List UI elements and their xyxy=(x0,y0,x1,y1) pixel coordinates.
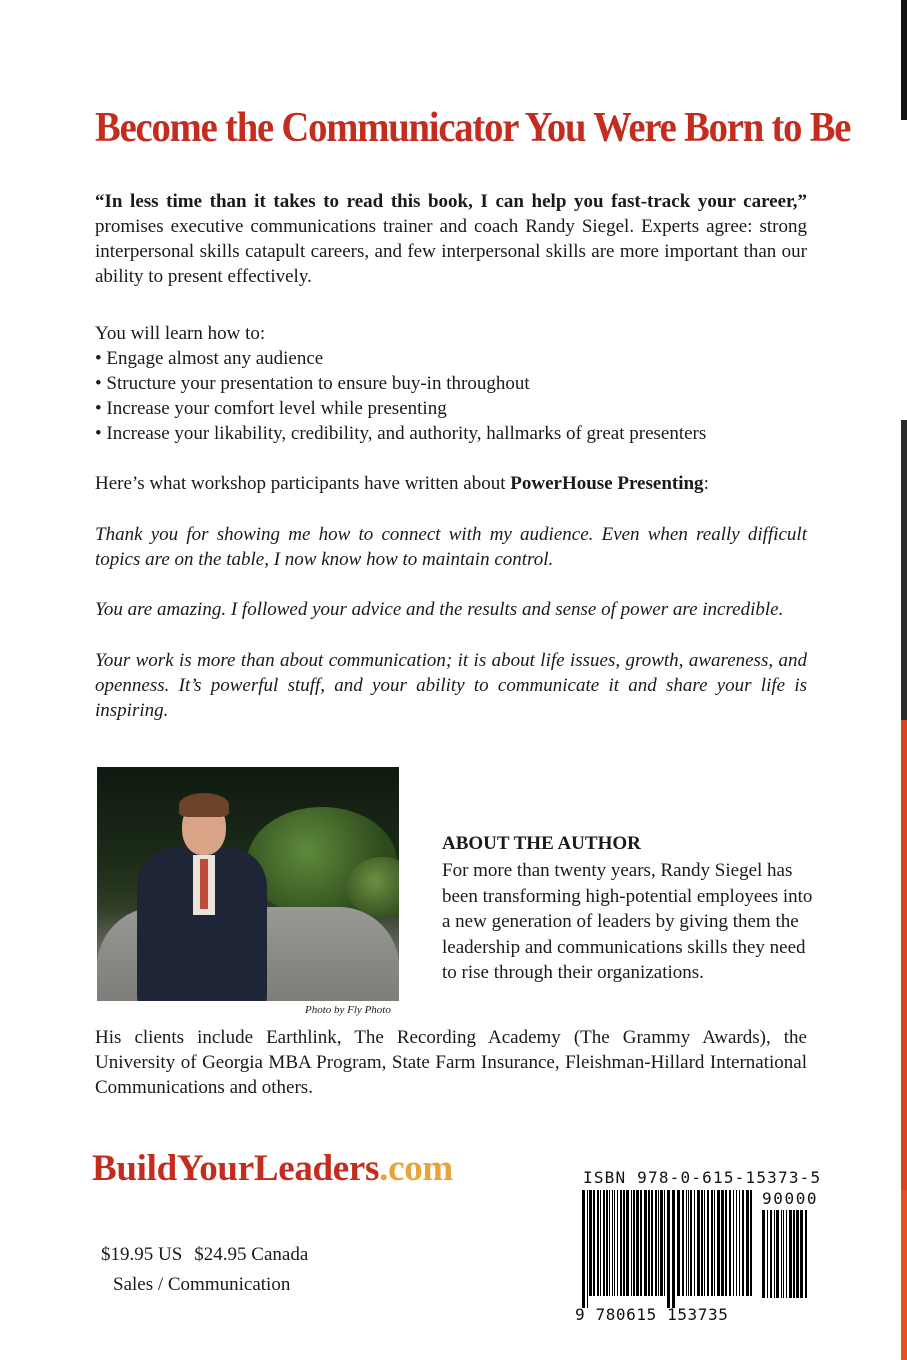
barcode-bar xyxy=(688,1190,689,1296)
barcode-bar xyxy=(805,1210,807,1298)
isbn-barcode xyxy=(582,1190,752,1308)
barcode-bar xyxy=(623,1190,625,1296)
barcode-bar xyxy=(762,1210,765,1298)
lead-paragraph xyxy=(95,189,807,289)
about-author-heading: ABOUT THE AUTHOR xyxy=(442,833,641,854)
barcode-bar xyxy=(729,1190,731,1296)
website-url xyxy=(92,1147,453,1190)
cover-edge-lower xyxy=(901,720,907,1190)
barcode-bar xyxy=(660,1190,663,1296)
learn-item: • Engage almost any audience xyxy=(95,346,807,371)
barcode-bar xyxy=(620,1190,622,1296)
barcode-bar xyxy=(626,1190,629,1296)
barcode-bar xyxy=(767,1210,768,1298)
barcode-bar xyxy=(597,1190,599,1296)
barcode-bar xyxy=(617,1190,618,1296)
barcode-bar xyxy=(711,1190,713,1296)
barcode-bar xyxy=(658,1190,659,1296)
barcode-bar xyxy=(701,1190,703,1296)
price-canada: $24.95 Canada xyxy=(194,1244,309,1265)
learn-section xyxy=(95,321,807,446)
barcode-bar xyxy=(750,1190,752,1296)
cover-edge-bottom xyxy=(901,1190,907,1360)
barcode-bar xyxy=(651,1190,653,1296)
barcode-bar xyxy=(593,1190,595,1296)
barcode-bar xyxy=(640,1190,642,1296)
barcode-bar xyxy=(600,1190,601,1296)
barcode-bar xyxy=(677,1190,680,1296)
barcode-bar xyxy=(796,1210,799,1298)
price-line xyxy=(101,1244,308,1266)
website-name: BuildYourLeaders xyxy=(92,1148,380,1189)
participants-text: Here’s what workshop participants have written about xyxy=(95,473,511,494)
lead-quote: “In less time than it takes to read this book, I can help you fast-track your career,” xyxy=(95,191,807,212)
barcode-bar xyxy=(742,1190,744,1296)
barcode-bar xyxy=(672,1190,675,1308)
photo-tie xyxy=(200,859,208,909)
barcode-bar xyxy=(606,1190,608,1296)
barcode-bar xyxy=(746,1190,749,1296)
barcode-bar xyxy=(614,1190,615,1296)
barcode-bar xyxy=(636,1190,639,1296)
price-us: $19.95 US xyxy=(101,1244,183,1265)
barcode-bar xyxy=(603,1190,605,1296)
barcode-bar xyxy=(655,1190,657,1296)
barcode-bar xyxy=(733,1190,734,1296)
barcode-bar xyxy=(697,1190,700,1296)
barcode-bar xyxy=(648,1190,650,1296)
barcode-bar xyxy=(631,1190,632,1296)
learn-item: • Structure your presentation to ensure buy-in throughout xyxy=(95,371,807,396)
barcode-bar xyxy=(707,1190,709,1296)
barcode-bar xyxy=(686,1190,687,1296)
back-cover-title: Become the Communicator You Were Born to Be xyxy=(95,105,851,151)
cover-edge-top xyxy=(901,0,907,120)
barcode-bar xyxy=(717,1190,720,1296)
author-photo xyxy=(97,767,399,1001)
barcode-bar xyxy=(612,1190,613,1296)
barcode-bar xyxy=(667,1190,670,1308)
barcode-bar xyxy=(704,1190,705,1296)
about-author-text: For more than twenty years, Randy Siegel has been transforming high-potential employees into a new generation of leaders by giving them the leadership and communications skills they need to rise through their organizations. xyxy=(442,860,813,983)
price-barcode xyxy=(762,1210,810,1310)
barcode-bar xyxy=(783,1210,784,1298)
barcode-bar xyxy=(736,1190,737,1296)
photo-hair xyxy=(179,793,229,817)
barcode-bar xyxy=(800,1210,803,1298)
barcode-bar xyxy=(609,1190,610,1296)
barcode-bar xyxy=(714,1190,715,1296)
barcode-bar xyxy=(781,1210,782,1298)
barcode-bar xyxy=(721,1190,724,1296)
testimonial: Your work is more than about communication; it is about life issues, growth, awareness, and openness. It’s powerful stuff, and your ability to communicate it and share your life is inspiring. xyxy=(95,650,807,721)
barcode-bar xyxy=(582,1190,585,1308)
barcode-bar xyxy=(690,1190,692,1296)
barcode-bar xyxy=(725,1190,727,1296)
learn-item: • Increase your likability, credibility, and authority, hallmarks of great presenters xyxy=(95,421,807,446)
cover-edge-middle xyxy=(901,420,907,720)
participants-intro xyxy=(95,471,807,496)
learn-item: • Increase your comfort level while presenting xyxy=(95,396,807,421)
barcode-bar xyxy=(770,1210,772,1298)
barcode-bar xyxy=(776,1210,779,1298)
learn-intro: You will learn how to: xyxy=(95,323,266,344)
book-name: PowerHouse Presenting xyxy=(510,473,704,494)
barcode-bar xyxy=(694,1190,695,1296)
barcode-bar xyxy=(589,1190,592,1296)
isbn-label: ISBN 978-0-615-15373-5 xyxy=(583,1168,822,1187)
barcode-digits: 9 780615 153735 xyxy=(575,1305,729,1324)
learn-list xyxy=(95,346,807,446)
barcode-bar xyxy=(786,1210,787,1298)
barcode-bar xyxy=(739,1190,740,1296)
barcode-bar xyxy=(682,1190,684,1296)
barcode-bar xyxy=(793,1210,795,1298)
barcode-bar xyxy=(587,1190,588,1308)
barcode-bar xyxy=(633,1190,635,1296)
photo-credit: Photo by Fly Photo xyxy=(305,1004,391,1016)
barcode-bar xyxy=(789,1210,792,1298)
testimonial: You are amazing. I followed your advice and the results and sense of power are incredible. xyxy=(95,599,784,620)
book-category: Sales / Communication xyxy=(113,1274,291,1295)
website-tld: .com xyxy=(379,1148,453,1189)
participants-colon: : xyxy=(703,473,709,494)
barcode-price-code: 90000 xyxy=(762,1189,819,1208)
lead-rest: promises executive communications trainer and coach Randy Siegel. Experts agree: strong interpersonal skills catapult careers, and few interpersonal skills are more important than our ability to present effectively. xyxy=(95,216,807,287)
author-clients: His clients include Earthlink, The Recording Academy (The Grammy Awards), the University of Georgia MBA Program, State Farm Insurance, Fleishman-Hillard International Communications and others. xyxy=(95,1027,807,1098)
barcode-bar xyxy=(644,1190,647,1296)
barcode-bar xyxy=(774,1210,775,1298)
testimonial: Thank you for showing me how to connect with my audience. Even when really difficult topics are on the table, I now know how to maintain control. xyxy=(95,524,807,570)
barcode-bar xyxy=(664,1190,665,1296)
